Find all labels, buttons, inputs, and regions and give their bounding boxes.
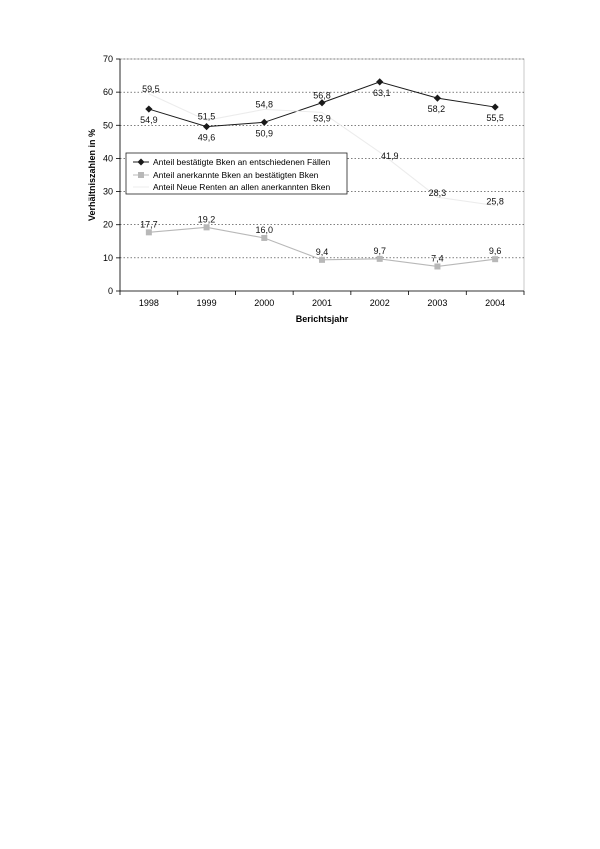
data-label: 9,4 xyxy=(315,246,329,257)
data-label: 17,7 xyxy=(140,219,158,230)
data-label: 50,9 xyxy=(255,128,274,139)
y-tick-label: 0 xyxy=(107,286,113,296)
data-label: 25,8 xyxy=(486,196,504,207)
x-tick-label: 2000 xyxy=(254,298,275,308)
data-label: 28,3 xyxy=(428,188,447,199)
x-tick-label: 2002 xyxy=(369,298,390,308)
data-label: 9,6 xyxy=(488,246,502,257)
legend-item-anerkannte xyxy=(133,170,319,180)
legend-marker-square xyxy=(138,172,144,178)
data-label: 7,4 xyxy=(431,253,444,264)
data-label: 56,8 xyxy=(313,90,331,101)
data-label: 63,1 xyxy=(372,87,391,98)
data-label: 53,9 xyxy=(313,113,331,124)
y-tick-label: 20 xyxy=(102,219,113,230)
data-label: 16,0 xyxy=(255,224,274,235)
y-tick-label: 60 xyxy=(102,87,113,98)
legend-item-renten xyxy=(133,182,330,192)
data-label: 41,9 xyxy=(380,151,399,162)
legend-label-1: Anteil bestätigte Bken an entschiedenen Fällen xyxy=(153,157,331,167)
data-label: 59,5 xyxy=(142,83,160,94)
data-label: 9,7 xyxy=(373,245,386,256)
x-tick-label: 2004 xyxy=(485,298,506,308)
data-label: 54,9 xyxy=(140,115,158,126)
data-label: 54,8 xyxy=(255,99,274,110)
legend-item-bestaetigte xyxy=(133,157,330,167)
data-point xyxy=(261,235,267,241)
x-tick-label: 1999 xyxy=(196,298,217,308)
y-tick-label: 40 xyxy=(102,153,113,164)
y-tick-label: 50 xyxy=(102,120,113,131)
legend-label-3: Anteil Neue Renten an allen anerkannten Bken xyxy=(153,182,331,192)
data-point xyxy=(319,257,325,263)
data-point xyxy=(204,224,210,230)
y-tick-label: 10 xyxy=(102,252,113,263)
y-axis-title: Verhältniszahlen in % xyxy=(87,128,97,222)
data-point xyxy=(492,256,498,262)
x-axis-title: Berichtsjahr xyxy=(295,314,349,324)
x-tick-label: 2003 xyxy=(427,298,448,308)
data-point xyxy=(434,263,440,269)
legend-label-2: Anteil anerkannte Bken an bestätigten Bken xyxy=(153,170,319,180)
x-tick-label: 2001 xyxy=(311,298,333,308)
data-label: 19,2 xyxy=(197,214,216,225)
legend xyxy=(126,153,347,194)
data-label: 51,5 xyxy=(197,111,216,122)
y-tick-label: 30 xyxy=(102,186,113,197)
x-tick-label: 1998 xyxy=(138,298,159,308)
y-tick-labels xyxy=(103,54,120,296)
data-label: 58,2 xyxy=(427,104,446,115)
data-point xyxy=(377,256,383,262)
data-label: 49,6 xyxy=(197,132,216,143)
y-tick-label: 70 xyxy=(102,54,113,64)
data-point xyxy=(146,229,152,235)
data-label: 55,5 xyxy=(486,113,504,124)
x-tick-labels xyxy=(120,291,524,308)
